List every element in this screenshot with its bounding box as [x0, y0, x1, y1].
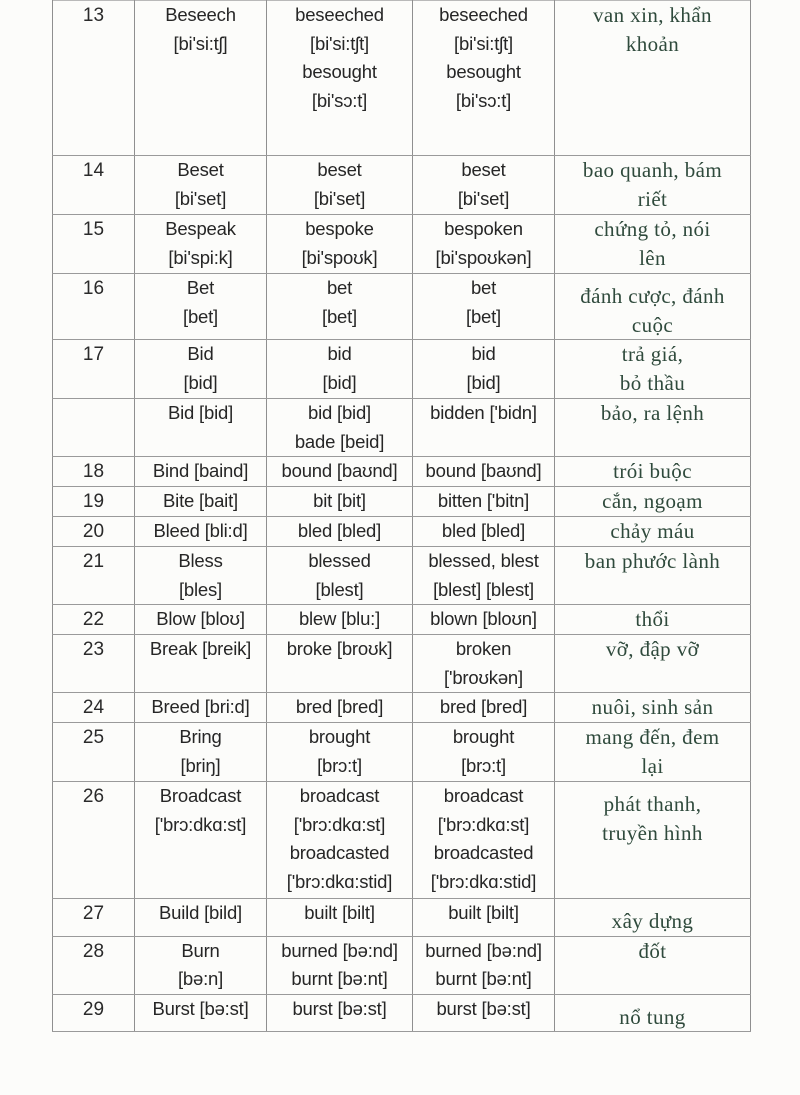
past-participle-line: ['brɔ:dkɑ:stid] [430, 870, 537, 892]
past-participle [413, 899, 555, 937]
past-simple [267, 215, 413, 274]
base-form [135, 215, 267, 274]
past-simple-line: blessed [308, 550, 371, 571]
base-form-line: [bi'si:tʃ] [173, 32, 228, 54]
past-participle-line: burned [bə:nd] [425, 939, 542, 961]
base-form-line: Bet [186, 277, 215, 298]
table-row [53, 994, 751, 1032]
table-row [53, 723, 751, 782]
vietnamese-meaning [555, 399, 751, 457]
vietnamese-meaning [555, 156, 751, 215]
past-participle-line: bidden ['bidn] [430, 402, 537, 423]
past-participle [413, 517, 555, 547]
vietnamese-meaning-line: chứng tỏ, nói [594, 217, 711, 241]
vietnamese-meaning-line: trói buộc [613, 459, 692, 483]
past-participle-line: brought [452, 726, 515, 747]
table-body [53, 1, 751, 1032]
past-simple-line: burned [bə:nd] [281, 939, 398, 961]
base-form [135, 517, 267, 547]
base-form-line: Bind [baind] [152, 460, 249, 481]
past-simple [267, 723, 413, 782]
vietnamese-meaning [555, 899, 751, 937]
vietnamese-meaning-line: nổ tung [619, 1004, 686, 1029]
vietnamese-meaning-line: truyền hình [602, 820, 703, 845]
base-form-line: Burn [181, 939, 220, 961]
past-participle-line: bred [bred] [439, 696, 528, 717]
vietnamese-meaning [555, 1, 751, 156]
vietnamese-meaning-line: bao quanh, bám [582, 158, 723, 182]
past-simple-line: broadcast [299, 785, 380, 806]
base-form-line: Bid [bid] [167, 402, 234, 423]
base-form [135, 899, 267, 937]
verb-number: 17 [53, 340, 135, 399]
past-participle-line: built [bilt] [448, 902, 519, 923]
past-simple [267, 635, 413, 693]
past-simple-line: brought [308, 726, 371, 747]
past-simple-line: bespoke [305, 218, 374, 239]
past-participle [413, 605, 555, 635]
past-participle [413, 274, 555, 340]
past-participle-line: [bi'set] [457, 187, 510, 209]
past-simple-line: [bet] [322, 305, 357, 327]
vietnamese-meaning [555, 994, 751, 1032]
past-simple-line: broadcasted [289, 842, 390, 863]
base-form [135, 723, 267, 782]
past-simple [267, 605, 413, 635]
verb-number: 25 [53, 723, 135, 782]
base-form-line: Build [bild] [159, 902, 242, 923]
base-form-line: [bi'set] [174, 187, 227, 209]
past-participle-line: blessed, blest [428, 550, 539, 571]
past-simple-line: built [bilt] [304, 902, 375, 923]
past-participle [413, 994, 555, 1032]
verb-number: 21 [53, 547, 135, 605]
vietnamese-meaning-line: đánh cược, đánh [580, 284, 725, 308]
past-participle-line: [bid] [466, 371, 501, 393]
past-simple-line: [bi'sɔ:t] [311, 89, 368, 111]
past-participle-line: bled [bled] [441, 520, 526, 541]
past-simple [267, 487, 413, 517]
past-simple-line: burst [bə:st] [292, 997, 387, 1019]
past-simple-line: bid [327, 343, 352, 364]
past-simple [267, 156, 413, 215]
table-row [53, 899, 751, 937]
verb-number: 20 [53, 517, 135, 547]
vietnamese-meaning-line: thổi [635, 607, 670, 631]
past-simple [267, 517, 413, 547]
past-simple-line: broke [broʊk] [286, 638, 393, 659]
table-row [53, 487, 751, 517]
base-form-line: Bless [178, 550, 223, 571]
past-simple [267, 899, 413, 937]
past-participle-line: bound [baʊnd] [425, 460, 542, 481]
past-simple-line: [bi'spoʊk] [301, 246, 378, 268]
past-participle [413, 399, 555, 457]
past-participle-line: besought [446, 61, 521, 82]
past-simple-line: burnt [bə:nt] [291, 968, 388, 989]
past-participle [413, 936, 555, 994]
base-form [135, 994, 267, 1032]
past-participle-line: [bet] [466, 305, 501, 327]
base-form-line: [bə:n] [177, 968, 224, 989]
past-participle [413, 1, 555, 156]
base-form-line: Bring [179, 726, 222, 747]
base-form-line: [bet] [183, 305, 218, 327]
past-participle-line: bespoken [444, 218, 523, 239]
base-form [135, 399, 267, 457]
base-form-line: Beseech [165, 4, 236, 25]
past-simple-line: bet [326, 277, 353, 298]
base-form-line: Break [breik] [149, 638, 252, 659]
past-simple [267, 274, 413, 340]
past-simple [267, 457, 413, 487]
table-row [53, 936, 751, 994]
past-simple-line: ['brɔ:dkɑ:stid] [286, 870, 393, 892]
vietnamese-meaning-line: cắn, ngoạm [602, 489, 703, 513]
base-form-line: ['brɔ:dkɑ:st] [154, 813, 247, 835]
base-form [135, 635, 267, 693]
table-row [53, 274, 751, 340]
base-form [135, 547, 267, 605]
past-simple [267, 547, 413, 605]
past-simple [267, 693, 413, 723]
base-form-line: Bespeak [165, 218, 236, 239]
vietnamese-meaning-line: trả giá, [621, 342, 684, 366]
irregular-verbs-table [52, 0, 751, 1032]
base-form-line: Broadcast [159, 785, 242, 806]
vietnamese-meaning [555, 274, 751, 340]
base-form-line: Breed [bri:d] [151, 696, 250, 717]
verb-number: 19 [53, 487, 135, 517]
past-simple-line: [bid] [322, 371, 357, 393]
verb-number: 18 [53, 457, 135, 487]
verb-number: 14 [53, 156, 135, 215]
verb-number: 22 [53, 605, 135, 635]
vietnamese-meaning-line: lên [639, 245, 666, 270]
vietnamese-meaning [555, 517, 751, 547]
table-row [53, 693, 751, 723]
base-form [135, 274, 267, 340]
base-form [135, 782, 267, 899]
past-participle-line: broadcast [443, 785, 524, 806]
past-participle-line: blown [bloʊn] [430, 608, 537, 629]
verb-number: 27 [53, 899, 135, 937]
verb-number: 26 [53, 782, 135, 899]
verb-number: 13 [53, 1, 135, 156]
base-form [135, 457, 267, 487]
past-simple [267, 340, 413, 399]
table-row [53, 340, 751, 399]
past-participle-line: [bi'spoʊkən] [435, 246, 532, 268]
base-form [135, 936, 267, 994]
vietnamese-meaning-line: bảo, ra lệnh [600, 401, 705, 425]
base-form-line: [bi'spi:k] [168, 246, 233, 268]
vietnamese-meaning-line: đốt [638, 938, 667, 963]
past-participle-line: beseeched [439, 4, 528, 25]
past-simple-line: beset [317, 159, 362, 180]
past-simple-line: bled [bled] [297, 520, 382, 541]
table-row [53, 782, 751, 899]
past-participle [413, 723, 555, 782]
vietnamese-meaning [555, 487, 751, 517]
verb-number: 29 [53, 994, 135, 1032]
vietnamese-meaning-line: van xin, khẩn [593, 3, 712, 27]
vietnamese-meaning-line: phát thanh, [603, 792, 702, 816]
vietnamese-meaning [555, 936, 751, 994]
past-participle-line: bet [470, 277, 497, 298]
past-participle-line: burst [bə:st] [436, 997, 531, 1019]
past-simple-line: ['brɔ:dkɑ:st] [293, 813, 386, 835]
past-participle-line: [bi'si:tʃt] [454, 32, 513, 54]
past-simple-line: blew [blu:] [298, 608, 381, 629]
vietnamese-meaning-line: khoản [625, 31, 680, 56]
base-form-line: Burst [bə:st] [152, 997, 249, 1019]
vietnamese-meaning [555, 693, 751, 723]
past-participle [413, 693, 555, 723]
past-participle-line: bid [471, 343, 496, 364]
base-form-line: Beset [177, 159, 224, 180]
past-participle-line: bitten ['bitn] [437, 490, 530, 511]
table-row [53, 605, 751, 635]
past-simple-line: bid [bid] [308, 402, 371, 423]
base-form [135, 605, 267, 635]
past-simple [267, 994, 413, 1032]
verb-number: 15 [53, 215, 135, 274]
base-form-line: [bid] [183, 371, 218, 393]
vietnamese-meaning-line: bỏ thầu [619, 370, 686, 395]
vietnamese-meaning-line: chảy máu [610, 519, 695, 543]
verb-number: 23 [53, 635, 135, 693]
past-simple [267, 782, 413, 899]
vietnamese-meaning-line: lại [641, 753, 664, 778]
past-simple-line: bound [baʊnd] [281, 460, 398, 481]
vietnamese-meaning [555, 340, 751, 399]
table-row [53, 547, 751, 605]
base-form-line: Bite [bait] [163, 490, 238, 511]
base-form-line: Bid [187, 343, 214, 364]
table-row [53, 457, 751, 487]
table-row [53, 399, 751, 457]
past-participle [413, 487, 555, 517]
past-simple-line: bred [bred] [295, 696, 384, 717]
base-form [135, 693, 267, 723]
past-simple [267, 936, 413, 994]
vietnamese-meaning [555, 547, 751, 605]
past-participle [413, 782, 555, 899]
past-participle-line: [bi'sɔ:t] [455, 89, 512, 111]
table-row [53, 215, 751, 274]
past-simple [267, 1, 413, 156]
past-participle-line: [blest] [blest] [433, 578, 534, 600]
past-simple-line: bade [beid] [294, 430, 385, 452]
past-participle [413, 340, 555, 399]
past-participle-line: [brɔ:t] [461, 754, 506, 776]
vietnamese-meaning [555, 605, 751, 635]
past-participle-line: burnt [bə:nt] [435, 968, 532, 989]
base-form [135, 487, 267, 517]
vietnamese-meaning [555, 723, 751, 782]
base-form-line: Bleed [bli:d] [153, 520, 248, 541]
table-row [53, 517, 751, 547]
past-participle [413, 215, 555, 274]
past-simple-line: besought [302, 61, 377, 82]
past-simple-line: [blest] [315, 578, 364, 600]
base-form [135, 1, 267, 156]
past-participle [413, 457, 555, 487]
base-form [135, 340, 267, 399]
base-form-line: Blow [bloʊ] [156, 608, 245, 629]
verb-number: 24 [53, 693, 135, 723]
past-simple-line: [bi'si:tʃt] [310, 32, 369, 54]
vietnamese-meaning [555, 635, 751, 693]
vietnamese-meaning-line: riết [637, 186, 668, 211]
past-simple-line: [brɔ:t] [317, 754, 362, 776]
past-participle-line: broken [455, 638, 512, 659]
verb-number [53, 399, 135, 457]
past-participle-line: broadcasted [433, 842, 534, 863]
vietnamese-meaning [555, 215, 751, 274]
past-simple [267, 399, 413, 457]
past-simple-line: bit [bit] [313, 490, 366, 511]
past-participle [413, 547, 555, 605]
past-participle-line: ['brɔ:dkɑ:st] [437, 813, 530, 835]
vietnamese-meaning-line: cuộc [631, 312, 674, 337]
vietnamese-meaning [555, 782, 751, 899]
past-simple-line: [bi'set] [313, 187, 366, 209]
past-participle [413, 156, 555, 215]
table-row [53, 156, 751, 215]
base-form [135, 156, 267, 215]
past-participle-line: ['broʊkən] [444, 666, 523, 688]
vietnamese-meaning-line: mang đến, đem [585, 725, 720, 749]
vietnamese-meaning-line: vỡ, đập vỡ [605, 637, 700, 661]
past-participle-line: beset [461, 159, 506, 180]
verb-number: 16 [53, 274, 135, 340]
vietnamese-meaning-line: ban phước lành [584, 549, 721, 573]
verb-number: 28 [53, 936, 135, 994]
base-form-line: [bles] [178, 578, 223, 600]
vietnamese-meaning-line: xây dựng [611, 909, 694, 933]
vietnamese-meaning-line: nuôi, sinh sản [591, 695, 714, 719]
base-form-line: [briŋ] [180, 754, 221, 776]
past-participle [413, 635, 555, 693]
table-row [53, 635, 751, 693]
past-simple-line: beseeched [295, 4, 384, 25]
vietnamese-meaning [555, 457, 751, 487]
table-row [53, 1, 751, 156]
